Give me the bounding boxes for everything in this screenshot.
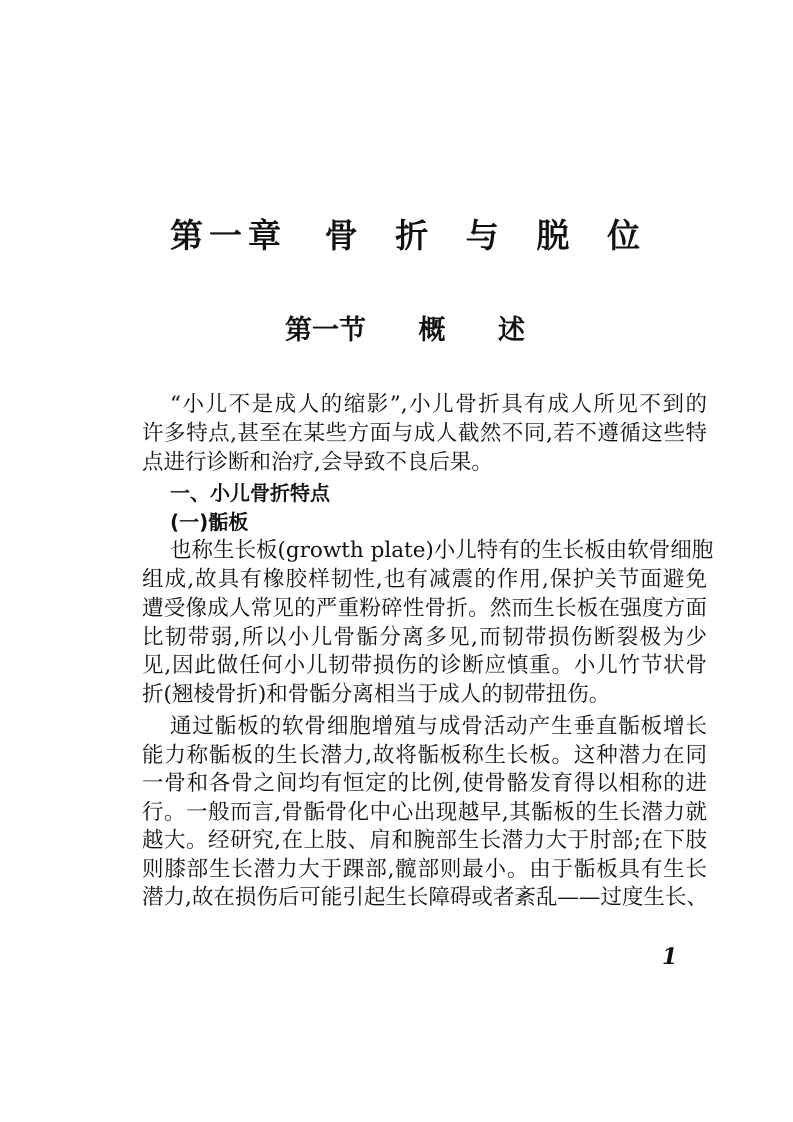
text-line: 见,因此做任何小儿韧带损伤的诊断应慎重。小儿竹节状骨 [142, 653, 707, 678]
chapter-name-char: 位 [606, 216, 640, 255]
section-number: 第一节 [285, 315, 366, 346]
section-name-char: 述 [498, 315, 525, 346]
subheading: 一、小儿骨折特点 [170, 481, 330, 505]
section-name-char: 概 [418, 315, 446, 346]
chapter-number: 第一章 [170, 216, 287, 255]
text-line: 比韧带弱,所以小儿骨骺分离多见,而韧带损伤断裂极为少 [142, 625, 707, 650]
text-line: 潜力,故在损伤后可能引起生长障碍或者紊乱——过度生长、 [142, 885, 708, 910]
text-line: 遭受像成人常见的严重粉碎性骨折。然而生长板在强度方面 [142, 596, 707, 621]
subheading: (一)骺板 [170, 510, 249, 534]
text-line: 则膝部生长潜力大于踝部,髋部则最小。由于骺板具有生长 [142, 857, 707, 882]
text-line: 一骨和各骨之间均有恒定的比例,使骨骼发育得以相称的进 [142, 771, 707, 796]
chapter-name-char: 脱 [536, 216, 570, 255]
chapter-name-char: 与 [465, 216, 499, 255]
text-line: 能力称骺板的生长潜力,故将骺板称生长板。这种潜力在同 [142, 743, 707, 768]
text-line: 许多特点,甚至在某些方面与成人截然不同,若不遵循这些特 [142, 421, 707, 446]
text-line: 行。一般而言,骨骺骨化中心出现越早,其骺板的生长潜力就 [142, 800, 707, 825]
text-line: 点进行诊断和治疗,会导致不良后果。 [142, 450, 493, 475]
chapter-name-char: 骨 [324, 216, 358, 255]
chapter-title [170, 210, 640, 257]
text-line: 越大。经研究,在上肢、肩和腕部生长潜力大于肘部;在下肢 [142, 828, 707, 853]
page-number: 1 [662, 944, 678, 970]
text-line: 也称生长板(growth plate)小儿特有的生长板由软骨细胞 [170, 538, 714, 563]
text-line: 通过骺板的软骨细胞增殖与成骨活动产生垂直骺板增长 [170, 714, 707, 739]
text-line: “小儿不是成人的缩影”,小儿骨折具有成人所见不到的 [170, 392, 707, 417]
chapter-name-char: 折 [395, 216, 429, 255]
text-line: 折(翘棱骨折)和骨骺分离相当于成人的韧带扭伤。 [142, 682, 611, 707]
text-line: 组成,故具有橡胶样韧性,也有减震的作用,保护关节面避免 [142, 567, 707, 592]
section-title [285, 308, 525, 347]
